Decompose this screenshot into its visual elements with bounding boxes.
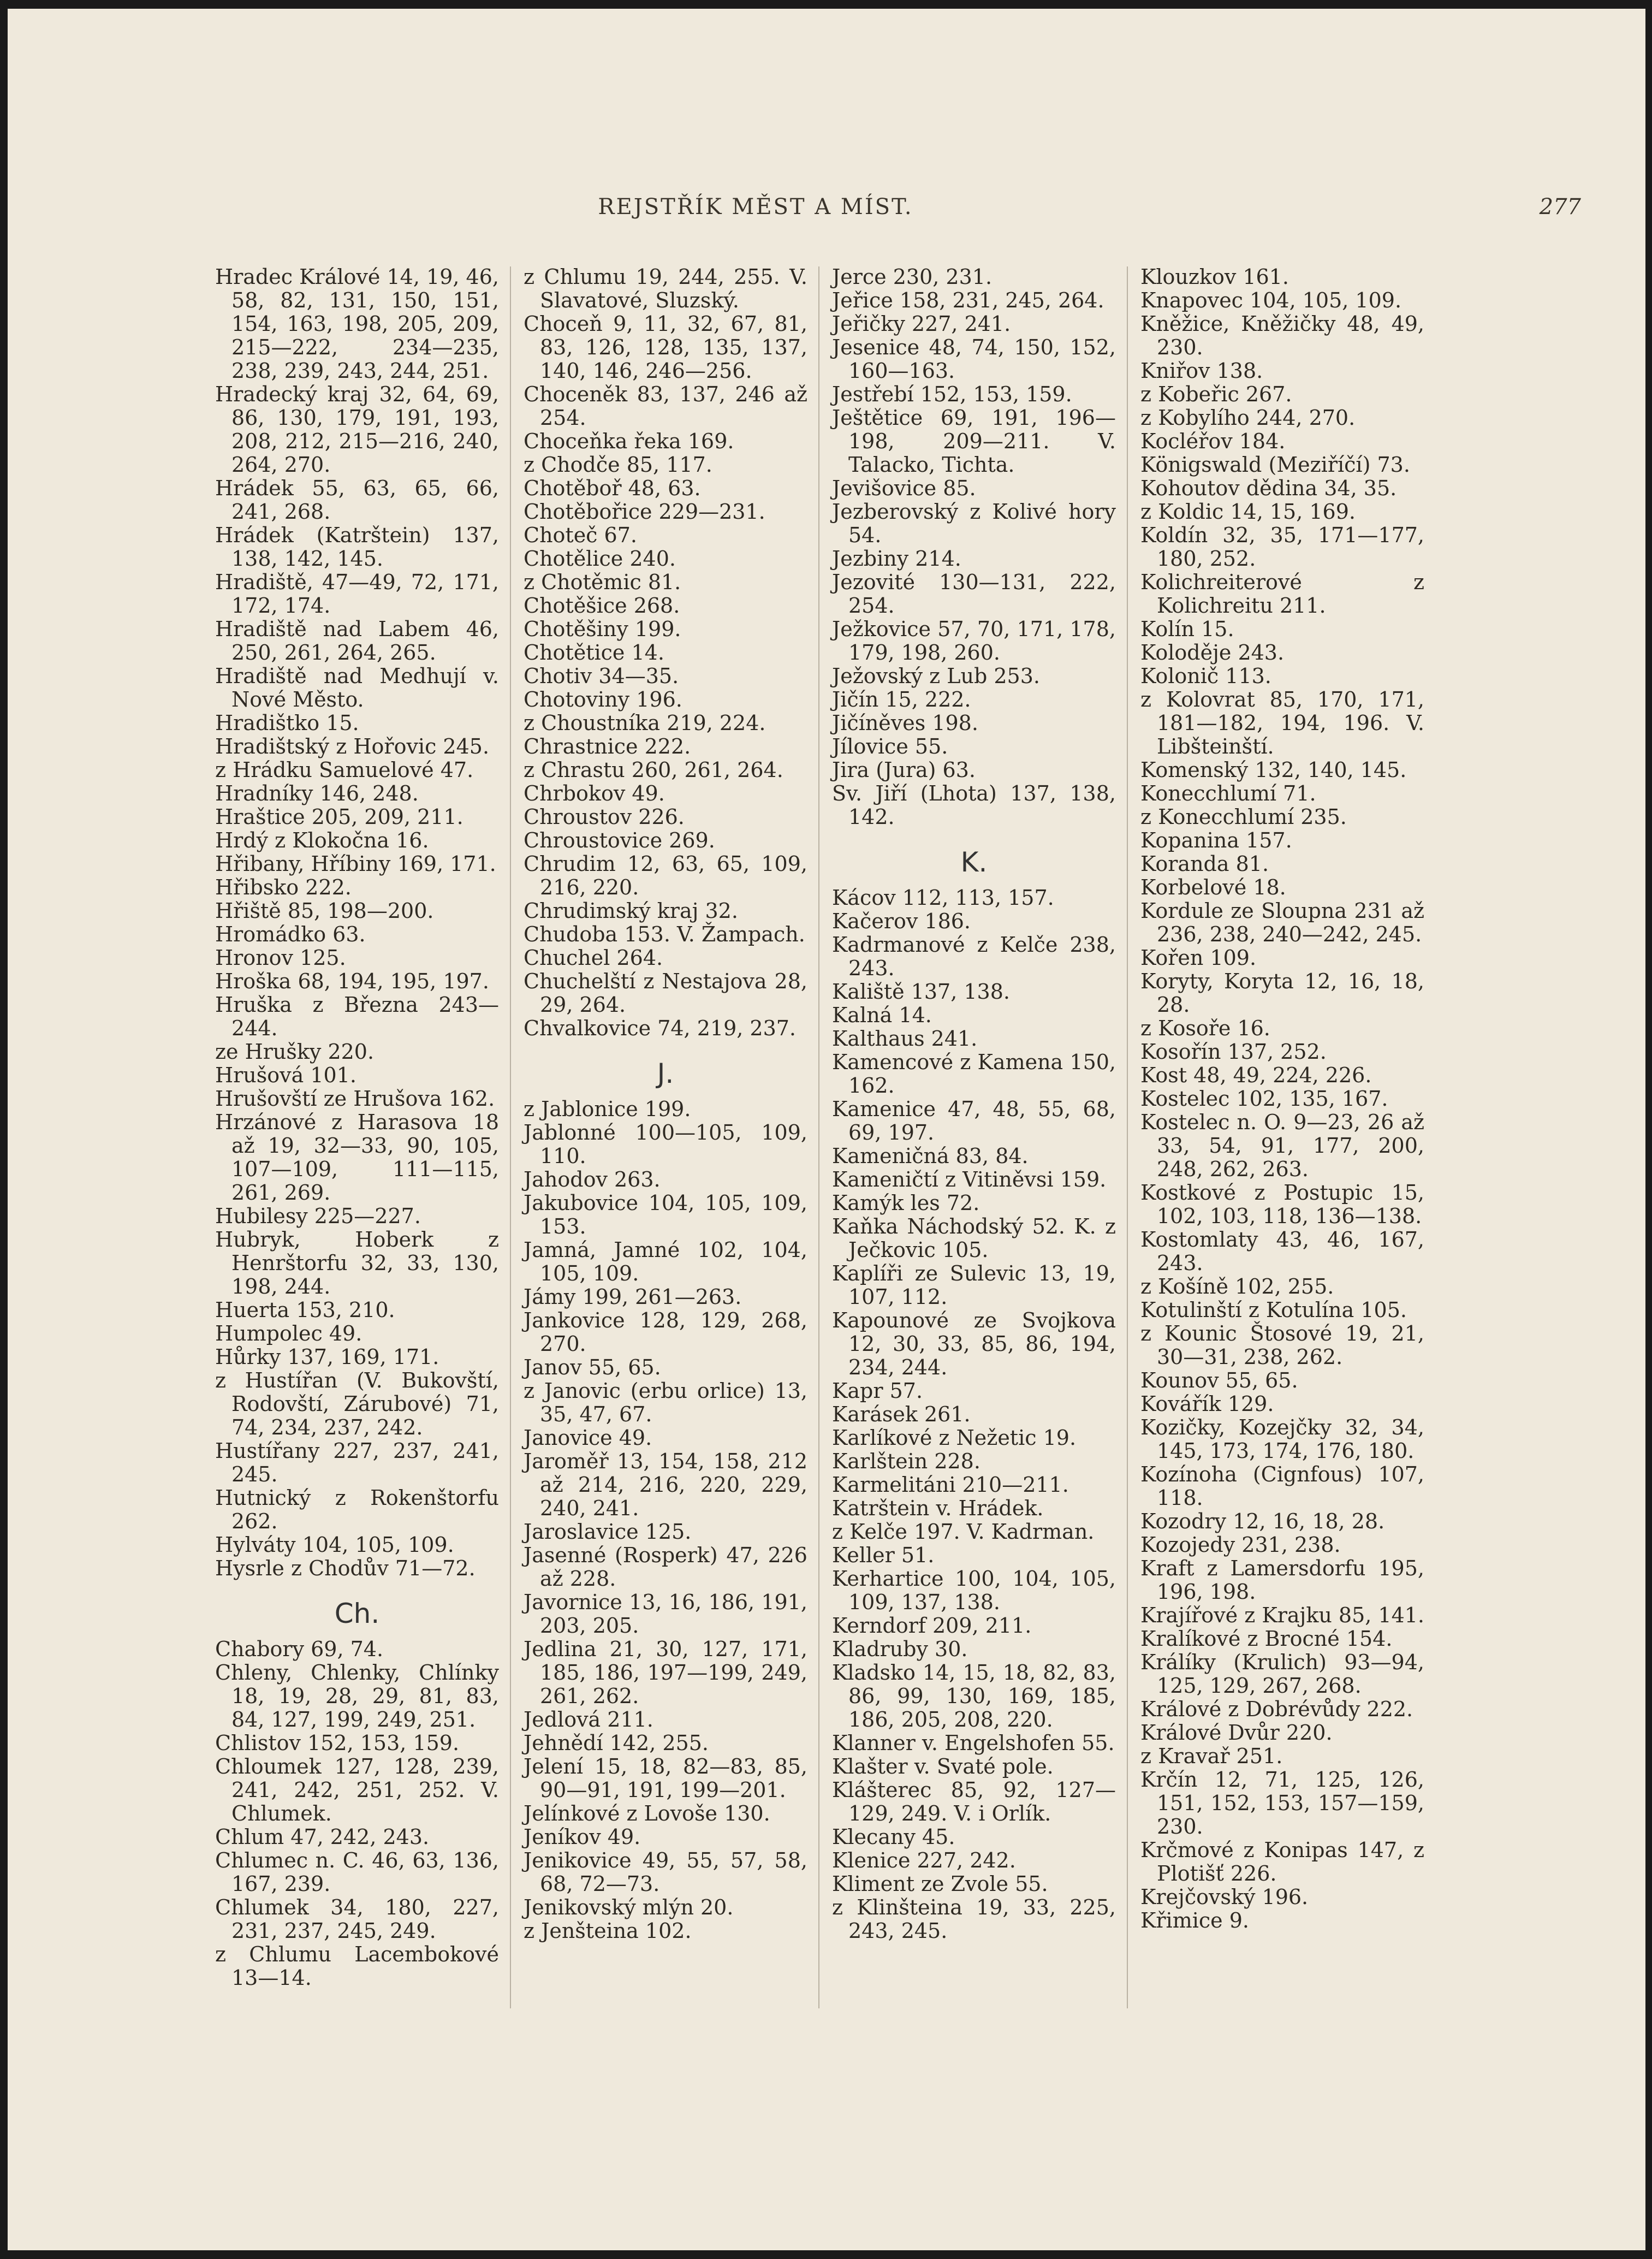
index-entry: Hradiště, 47—49, 72, 171, 172, 174. — [215, 570, 499, 618]
index-entry: Kalthaus 241. — [832, 1027, 978, 1051]
index-entry: z Chodče 85, 117. — [524, 453, 712, 477]
index-entry: Kladsko 14, 15, 18, 82, 83, 86, 99, 130, 169, 185, 186, 205, 208, 220. — [832, 1661, 1116, 1732]
index-entry: Kadrmanové z Kelče 238, 243. — [832, 933, 1116, 980]
index-entry: Kohoutov dědina 34, 35. — [1140, 476, 1397, 500]
index-entry: Konecchlumí 71. — [1140, 781, 1316, 805]
index-entry: Klašter v. Svaté pole. — [832, 1754, 1054, 1778]
index-entry: z Konecchlumí 235. — [1140, 805, 1347, 829]
index-entry: Jedlová 211. — [524, 1707, 653, 1732]
page-title: REJSTŘÍK MĚST A MÍST. — [598, 194, 913, 220]
index-entry: Jaroměř 13, 154, 158, 212 až 214, 216, 220, 229, 240, 241. — [524, 1449, 807, 1520]
index-entry: Humpolec 49. — [215, 1321, 363, 1345]
index-entry: Hradecký kraj 32, 64, 69, 86, 130, 179, 191, 193, 208, 212, 215—216, 240, 264, 270. — [215, 382, 499, 477]
index-entry: Chrastnice 222. — [524, 734, 691, 758]
index-entry: Hradištko 15. — [215, 711, 359, 735]
index-entry: Chrudimský kraj 32. — [524, 899, 738, 923]
index-entry: Chrudim 12, 63, 65, 109, 216, 220. — [524, 852, 807, 899]
index-entry: Janov 55, 65. — [524, 1355, 661, 1379]
index-entry: Kamenice 47, 48, 55, 68, 69, 197. — [832, 1097, 1116, 1145]
index-entry: Kamencové z Kamena 150, 162. — [832, 1050, 1116, 1098]
index-entry: Jevišovice 85. — [832, 476, 976, 500]
index-entry: Karlíkové z Nežetic 19. — [832, 1426, 1077, 1450]
index-entry: z Janovic (erbu orlice) 13, 35, 47, 67. — [524, 1379, 807, 1426]
index-entry: Chlumek 34, 180, 227, 231, 237, 245, 249. — [215, 1895, 499, 1943]
index-entry: Hustířany 227, 237, 241, 245. — [215, 1439, 499, 1486]
index-entry: Jenikovský mlýn 20. — [524, 1895, 734, 1919]
index-entry: Kolonič 113. — [1140, 664, 1271, 688]
index-entry: Hradiště nad Labem 46, 250, 261, 264, 265. — [215, 617, 499, 665]
index-entry: Jehnědí 142, 255. — [524, 1731, 709, 1755]
index-entry: Kostelec 102, 135, 167. — [1140, 1087, 1388, 1111]
index-entry: Chlistov 152, 153, 159. — [215, 1731, 460, 1755]
index-entry: z Jablonice 199. — [524, 1097, 691, 1121]
index-entry: z Hrádku Samuelové 47. — [215, 758, 474, 782]
index-entry: Hrušová 101. — [215, 1063, 356, 1087]
index-entry: Chotiv 34—35. — [524, 664, 679, 688]
index-entry: z Choustníka 219, 224. — [524, 711, 766, 735]
index-entry: Králové Dvůr 220. — [1140, 1721, 1333, 1745]
index-entry: Jezbiny 214. — [832, 547, 961, 571]
index-entry: z Chlumu Lacembokové 13—14. — [215, 1942, 499, 1990]
index-entry: z Kobeřic 267. — [1140, 382, 1292, 406]
index-entry: Kliment ze Zvole 55. — [832, 1872, 1048, 1896]
index-entry: Kralíkové z Brocné 154. — [1140, 1627, 1393, 1651]
index-entry: Chlum 47, 242, 243. — [215, 1825, 430, 1849]
index-entry: Ježovský z Lub 253. — [832, 664, 1040, 688]
index-entry: Hraštice 205, 209, 211. — [215, 805, 463, 829]
index-entry: Kosořín 137, 252. — [1140, 1040, 1327, 1064]
index-entry: Sv. Jiří (Lhota) 137, 138, 142. — [832, 781, 1116, 829]
index-entry: Kounov 55, 65. — [1140, 1368, 1298, 1392]
index-entry: z Kosoře 16. — [1140, 1016, 1270, 1040]
index-entry: Koldín 32, 35, 171—177, 180, 252. — [1140, 523, 1424, 571]
index-entry: Komenský 132, 140, 145. — [1140, 758, 1407, 782]
index-entry: Hřiště 85, 198—200. — [215, 899, 434, 923]
index-entry: Chotěbořice 229—231. — [524, 500, 765, 524]
index-entry: Křimice 9. — [1140, 1908, 1249, 1932]
index-entry: Krejčovský 196. — [1140, 1885, 1309, 1909]
index-entry: Kalná 14. — [832, 1003, 932, 1027]
index-column-3 — [832, 265, 1116, 1943]
index-entry: Katrštein v. Hrádek. — [832, 1496, 1044, 1520]
index-entry: Hromádko 63. — [215, 922, 366, 946]
index-entry: Karmelitáni 210—211. — [832, 1473, 1069, 1497]
index-entry: Kraft z Lamersdorfu 195, 196, 198. — [1140, 1556, 1424, 1604]
index-entry: Jeníkov 49. — [524, 1825, 641, 1849]
index-entry: z Kelče 197. V. Kadrman. — [832, 1520, 1095, 1544]
index-entry: Krčín 12, 71, 125, 126, 151, 152, 153, 157—159, 230. — [1140, 1768, 1424, 1839]
index-entry: Janovice 49. — [524, 1426, 652, 1450]
index-entry: Jakubovice 104, 105, 109, 153. — [524, 1191, 807, 1238]
index-entry: Kost 48, 49, 224, 226. — [1140, 1063, 1372, 1087]
index-entry: Králové z Dobrévůdy 222. — [1140, 1697, 1413, 1721]
index-entry: Chroustovice 269. — [524, 828, 715, 852]
index-entry: Hřibany, Hříbiny 169, 171. — [215, 852, 496, 876]
index-entry: Chudoba 153. V. Žampach. — [524, 922, 805, 946]
index-entry: Hrádek 55, 63, 65, 66, 241, 268. — [215, 476, 499, 524]
index-entry: Klenice 227, 242. — [832, 1848, 1016, 1872]
index-entry: Krajířové z Krajku 85, 141. — [1140, 1603, 1425, 1627]
column-divider — [1127, 266, 1128, 2008]
index-entry: Hubilesy 225—227. — [215, 1204, 421, 1228]
index-entry: Jenikovice 49, 55, 57, 58, 68, 72—73. — [524, 1848, 807, 1896]
index-entry: z Jenšteina 102. — [524, 1919, 692, 1943]
index-entry: Jahodov 263. — [524, 1167, 661, 1191]
index-entry: Keller 51. — [832, 1543, 935, 1567]
index-entry: Jílovice 55. — [832, 734, 948, 758]
index-entry: Kocléřov 184. — [1140, 429, 1286, 453]
index-entry: z Kolovrat 85, 170, 171, 181—182, 194, 196. V. Libšteinští. — [1140, 687, 1424, 758]
section-letter: J. — [657, 1058, 674, 1089]
index-entry: Hůrky 137, 169, 171. — [215, 1345, 439, 1369]
index-entry: Jedlina 21, 30, 127, 171, 185, 186, 197—199, 249, 261, 262. — [524, 1637, 807, 1708]
index-entry: Jankovice 128, 129, 268, 270. — [524, 1308, 807, 1356]
index-entry: Choceň 9, 11, 32, 67, 81, 83, 126, 128, 135, 137, 140, 146, 246—256. — [524, 312, 807, 383]
index-column-4 — [1140, 265, 1424, 1932]
index-entry: Koryty, Koryta 12, 16, 18, 28. — [1140, 969, 1424, 1017]
index-entry: Jestřebí 152, 153, 159. — [832, 382, 1072, 406]
index-entry: Kozojedy 231, 238. — [1140, 1533, 1341, 1557]
column-divider — [818, 266, 819, 2008]
index-entry: Koloděje 243. — [1140, 641, 1285, 665]
index-entry: Karlštein 228. — [832, 1449, 980, 1473]
index-entry: Jezovité 130—131, 222, 254. — [832, 570, 1116, 618]
index-entry: Kozičky, Kozejčky 32, 34, 145, 173, 174, 176, 180. — [1140, 1415, 1424, 1463]
index-entry: z Klinšteina 19, 33, 225, 243, 245. — [832, 1895, 1116, 1943]
index-entry: Hroška 68, 194, 195, 197. — [215, 969, 489, 993]
index-entry: Hřibsko 222. — [215, 875, 352, 899]
index-entry: Kerndorf 209, 211. — [832, 1614, 1032, 1638]
index-entry: Chotělice 240. — [524, 547, 676, 571]
index-entry: Kořen 109. — [1140, 946, 1257, 970]
index-entry: Krčmové z Konipas 147, z Plotišť 226. — [1140, 1838, 1424, 1886]
index-entry: ze Hrušky 220. — [215, 1040, 375, 1064]
index-entry: Chotěšiny 199. — [524, 617, 681, 641]
index-entry: Chuchelští z Nestajova 28, 29, 264. — [524, 969, 807, 1017]
index-entry: Jerce 230, 231. — [832, 265, 993, 289]
index-entry: Hradníky 146, 248. — [215, 781, 419, 805]
index-entry: Jámy 199, 261—263. — [524, 1285, 742, 1309]
index-entry: z Koldic 14, 15, 169. — [1140, 500, 1356, 524]
index-entry: Kameničná 83, 84. — [832, 1144, 1029, 1168]
index-entry: Koranda 81. — [1140, 852, 1269, 876]
index-entry: Jablonné 100—105, 109, 110. — [524, 1120, 807, 1168]
index-entry: Klecany 45. — [832, 1825, 955, 1849]
index-entry: Javornice 13, 16, 186, 191, 203, 205. — [524, 1590, 807, 1638]
index-entry: Kapounové ze Svojkova 12, 30, 33, 85, 86, 194, 234, 244. — [832, 1308, 1116, 1379]
index-entry: Ještětice 69, 191, 196—198, 209—211. V. Talacko, Tichta. — [832, 406, 1116, 477]
index-column-1 — [215, 265, 499, 1990]
index-entry: Chleny, Chlenky, Chlínky 18, 19, 28, 29, 81, 83, 84, 127, 199, 249, 251. — [215, 1661, 499, 1732]
index-entry: Choceněk 83, 137, 246 až 254. — [524, 382, 807, 430]
index-entry: Kapr 57. — [832, 1379, 923, 1403]
index-entry: Jelení 15, 18, 82—83, 85, 90—91, 191, 199—201. — [524, 1754, 807, 1802]
index-entry: Chroustov 226. — [524, 805, 685, 829]
index-entry: Hronov 125. — [215, 946, 346, 970]
index-entry: Huerta 153, 210. — [215, 1298, 395, 1322]
index-entry: Kaňka Náchodský 52. K. z Ječkovic 105. — [832, 1214, 1116, 1262]
index-entry: Jaroslavice 125. — [524, 1520, 692, 1544]
index-entry: Chotěšice 268. — [524, 594, 680, 618]
index-entry: z Chrastu 260, 261, 264. — [524, 758, 783, 782]
index-column-2 — [524, 265, 807, 1943]
index-entry: Chotěboř 48, 63. — [524, 476, 701, 500]
index-entry: Knapovec 104, 105, 109. — [1140, 288, 1402, 312]
index-entry: Jelínkové z Lovoše 130. — [524, 1801, 770, 1825]
index-entry: Choceňka řeka 169. — [524, 429, 734, 453]
index-entry: Králíky (Krulich) 93—94, 125, 129, 267, 268. — [1140, 1650, 1424, 1698]
index-entry: Ježkovice 57, 70, 171, 178, 179, 198, 260. — [832, 617, 1116, 665]
index-entry: Kačerov 186. — [832, 909, 971, 933]
index-entry: Hradiště nad Medhují v. Nové Město. — [215, 664, 499, 712]
index-entry: Jezberovský z Kolivé hory 54. — [832, 500, 1116, 547]
section-letter: Ch. — [334, 1598, 380, 1629]
section-letter: K. — [960, 846, 988, 878]
index-entry: Hubryk, Hoberk z Henrštorfu 32, 33, 130, 198, 244. — [215, 1228, 499, 1299]
column-divider — [510, 266, 511, 2008]
scanned-page — [8, 9, 1645, 2250]
index-entry: Kniřov 138. — [1140, 359, 1263, 383]
index-entry: Chabory 69, 74. — [215, 1637, 384, 1661]
index-entry: Hrádek (Katrštein) 137, 138, 142, 145. — [215, 523, 499, 571]
index-entry: Hruška z Března 243—244. — [215, 993, 499, 1040]
index-entry: Chlumec n. C. 46, 63, 136, 167, 239. — [215, 1848, 499, 1896]
index-entry: Klouzkov 161. — [1140, 265, 1289, 289]
index-entry: Jičíněves 198. — [832, 711, 978, 735]
index-entry: Hutnický z Rokenštorfu 262. — [215, 1486, 499, 1533]
index-entry: Kněžice, Kněžičky 48, 49, 230. — [1140, 312, 1424, 359]
index-entry: Königswald (Meziříčí) 73. — [1140, 453, 1410, 477]
index-entry: Kozodry 12, 16, 18, 28. — [1140, 1509, 1385, 1533]
index-entry: Jičín 15, 222. — [832, 687, 971, 712]
page-number: 277 — [1539, 194, 1581, 220]
index-entry: Kolichreiterové z Kolichreitu 211. — [1140, 570, 1424, 618]
index-entry: Jira (Jura) 63. — [832, 758, 976, 782]
index-entry: Kopanina 157. — [1140, 828, 1292, 852]
index-entry: Chuchel 264. — [524, 946, 663, 970]
index-entry: Jamná, Jamné 102, 104, 105, 109. — [524, 1238, 807, 1285]
index-entry: Kerhartice 100, 104, 105, 109, 137, 138. — [832, 1567, 1116, 1614]
index-entry: Kolín 15. — [1140, 617, 1234, 641]
index-entry: Jeřičky 227, 241. — [832, 312, 1011, 336]
index-entry: Hradištský z Hořovic 245. — [215, 734, 490, 758]
index-entry: Kladruby 30. — [832, 1637, 968, 1661]
index-entry: Klášterec 85, 92, 127—129, 249. V. i Orlík. — [832, 1778, 1116, 1825]
index-entry: Kostkové z Postupic 15, 102, 103, 118, 136—138. — [1140, 1181, 1424, 1228]
index-entry: Kameničtí z Vitiněvsi 159. — [832, 1167, 1107, 1191]
index-entry: Kotulinští z Kotulína 105. — [1140, 1298, 1407, 1322]
index-entry: Karásek 261. — [832, 1402, 971, 1426]
index-entry: Kamýk les 72. — [832, 1191, 980, 1215]
index-entry: Hysrle z Chodův 71—72. — [215, 1556, 476, 1580]
index-entry: Chotoviny 196. — [524, 687, 682, 712]
index-entry: z Košíně 102, 255. — [1140, 1274, 1334, 1299]
index-entry: Jeřice 158, 231, 245, 264. — [832, 288, 1104, 312]
index-entry: Kostelec n. O. 9—23, 26 až 33, 54, 91, 177, 200, 248, 262, 263. — [1140, 1110, 1424, 1181]
index-entry: z Kobylího 244, 270. — [1140, 406, 1356, 430]
index-entry: Kaliště 137, 138. — [832, 980, 1010, 1004]
index-entry: Chvalkovice 74, 219, 237. — [524, 1016, 797, 1040]
index-entry: Korbelové 18. — [1140, 875, 1286, 899]
index-entry: z Hustířan (V. Bukovští, Rodovští, Zárubové) 71, 74, 234, 237, 242. — [215, 1368, 499, 1439]
index-entry: Hradec Králové 14, 19, 46, 58, 82, 131, 150, 151, 154, 163, 198, 205, 209, 215—222, 234—235, 238, 239, 243, 244, 251. — [215, 265, 499, 383]
index-entry: Kostomlaty 43, 46, 167, 243. — [1140, 1228, 1424, 1275]
index-entry: Kaplíři ze Sulevic 13, 19, 107, 112. — [832, 1261, 1116, 1309]
index-entry: Hylváty 104, 105, 109. — [215, 1533, 454, 1557]
index-entry: z Chlumu 19, 244, 255. V. Slavatové, Sluzský. — [524, 265, 807, 312]
index-entry: Kozínoha (Cignfous) 107, 118. — [1140, 1462, 1424, 1510]
index-entry: Klanner v. Engelshofen 55. — [832, 1731, 1115, 1755]
index-entry: Kordule ze Sloupna 231 až 236, 238, 240—242, 245. — [1140, 899, 1424, 946]
index-entry: Hrušovští ze Hrušova 162. — [215, 1087, 495, 1111]
index-entry: z Kounic Štosové 19, 21, 30—31, 238, 262. — [1140, 1321, 1424, 1369]
index-entry: Jasenné (Rosperk) 47, 226 až 228. — [524, 1543, 807, 1591]
index-entry: Hrdý z Klokočna 16. — [215, 828, 429, 852]
index-entry: Hrzánové z Harasova 18 až 19, 32—33, 90, 105, 107—109, 111—115, 261, 269. — [215, 1110, 499, 1205]
index-entry: Choteč 67. — [524, 523, 637, 547]
index-entry: Chrbokov 49. — [524, 781, 665, 805]
index-entry: Jesenice 48, 74, 150, 152, 160—163. — [832, 335, 1116, 383]
index-entry: Kácov 112, 113, 157. — [832, 886, 1054, 910]
index-entry: z Chotěmic 81. — [524, 570, 681, 594]
index-entry: Kovářík 129. — [1140, 1392, 1274, 1416]
index-entry: Chotětice 14. — [524, 641, 664, 665]
index-entry: z Kravař 251. — [1140, 1744, 1283, 1768]
index-entry: Chloumek 127, 128, 239, 241, 242, 251, 252. V. Chlumek. — [215, 1754, 499, 1825]
